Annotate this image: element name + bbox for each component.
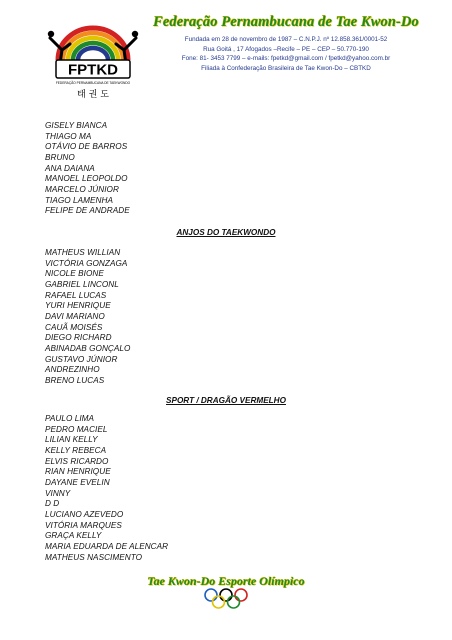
olympic-rings-icon xyxy=(203,587,249,611)
list-item: OTÁVIO DE BARROS xyxy=(45,142,128,152)
list-item: MARIA EDUARDA DE ALENCAR xyxy=(45,541,169,551)
affiliation-line: Filiada à Confederação Brasileira de Tae Kwon-Do – CBTKD xyxy=(201,64,371,72)
list-item: TIAGO LAMENHA xyxy=(45,195,113,205)
list-item: THIAGO MA xyxy=(45,131,92,141)
list-item: KELLY REBECA xyxy=(45,445,107,455)
list-item: D D xyxy=(45,499,60,509)
list-item: PAULO LIMA xyxy=(45,414,95,423)
list-item: ANA DAIANA xyxy=(45,163,95,173)
list-item: GRAÇA KELLY xyxy=(45,531,102,541)
list-item: ABINADAB GONÇALO xyxy=(45,343,131,353)
list-item: VINNY xyxy=(45,488,71,498)
logo-small-text: FEDERAÇÃO PERNAMBUCANA DE TAEKWONDO xyxy=(55,81,131,85)
list-item: VITÓRIA MARQUES xyxy=(45,520,122,530)
list-item: VICTÓRIA GONZAGA xyxy=(45,258,128,268)
list-item: ANDREZINHO xyxy=(45,365,100,375)
name-list xyxy=(45,121,130,217)
list-item: DAVI MARIANO xyxy=(45,311,105,321)
list-item: MATHEUS NASCIMENTO xyxy=(45,552,143,562)
team-heading: ANJOS DO TAEKWONDO xyxy=(176,228,276,237)
footer-slogan: Tae Kwon-Do Esporte Olímpico xyxy=(147,574,305,588)
name-list xyxy=(45,248,130,387)
list-item: GUSTAVO JÚNIOR xyxy=(45,354,118,364)
list-item: MATHEUS WILLIAN xyxy=(45,248,121,257)
list-item: RIAN HENRIQUE xyxy=(45,467,111,477)
list-item: DAYANE EVELIN xyxy=(45,477,110,487)
list-item: BRENO LUCAS xyxy=(45,375,105,385)
list-item: GABRIEL LINCONL xyxy=(45,279,119,289)
team-heading: SPORT / DRAGÃO VERMELHO xyxy=(166,396,286,405)
address-line: Rua Goitá , 17 Afogados –Recife – PE – CEP – 50.770-190 xyxy=(203,45,369,53)
founding-line: Fundada em 28 de novembro de 1987 – C.N.P.J. nº 12.858.361/0001-52 xyxy=(184,36,388,43)
list-item: FELIPE DE ANDRADE xyxy=(45,206,130,216)
list-item: MANOEL LEOPOLDO xyxy=(45,174,128,184)
list-item: ELVIS RICARDO xyxy=(45,456,109,466)
contact-line: Fone: 81- 3453 7799 – e-mails: fpetkd@gmail.com / fpetkd@yahoo.com.br xyxy=(181,55,391,62)
list-item: LILIAN KELLY xyxy=(45,435,98,445)
list-item: CAUÃ MOISÉS xyxy=(45,322,103,332)
federation-title: Federação Pernambucana de Tae Kwon-Do xyxy=(153,14,419,30)
letterhead xyxy=(146,14,426,73)
list-item: MARCELO JÚNIOR xyxy=(45,184,119,194)
list-item: GISELY BIANCA xyxy=(45,121,108,130)
logo-hangul: 태 권 도 xyxy=(77,90,109,100)
list-item: LUCIANO AZEVEDO xyxy=(45,509,124,519)
name-list xyxy=(45,414,168,563)
fptkd-logo xyxy=(46,20,140,102)
list-item: NICOLE BIONE xyxy=(45,269,104,279)
logo-text: FPTKD xyxy=(68,61,118,79)
list-item: DIEGO RICHARD xyxy=(45,333,112,343)
list-item: YURI HENRIQUE xyxy=(45,301,111,311)
list-item: RAFAEL LUCAS xyxy=(45,290,107,300)
list-item: BRUNO xyxy=(45,152,75,162)
list-item: PEDRO MACIEL xyxy=(45,424,108,434)
